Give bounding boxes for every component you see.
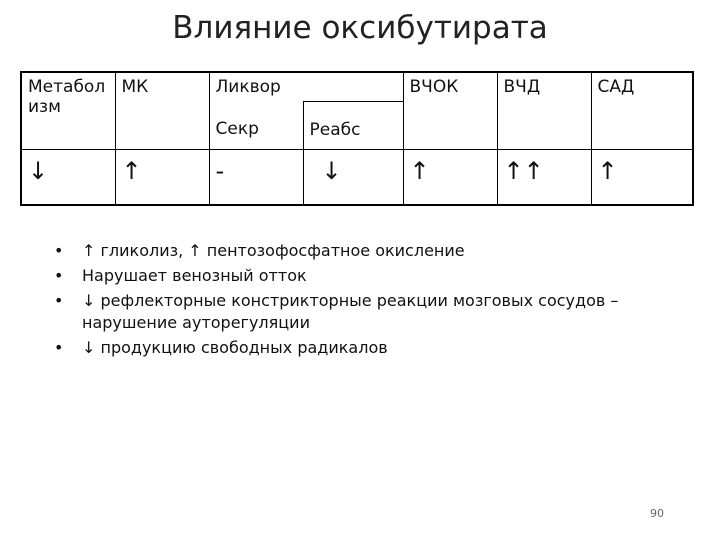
bullet-text: ↓ рефлекторные констрикторные реакции мозговых сосудов – нарушение ауторегуляции (82, 291, 619, 332)
header-secr: Секр (209, 102, 303, 150)
list-item (54, 265, 694, 287)
header-mk: МК (115, 72, 209, 150)
value-vchok: ↑ (403, 150, 497, 206)
header-liquor: Ликвор (209, 72, 403, 102)
bullet-marker: • (54, 338, 64, 357)
value-mk: ↑ (115, 150, 209, 206)
header-vchd: ВЧД (497, 72, 591, 150)
list-item (54, 337, 694, 359)
header-vchok: ВЧОК (403, 72, 497, 150)
bullet-text: Нарушает венозный отток (82, 266, 307, 285)
header-reabs: Реабс (303, 102, 403, 150)
page-number: 90 (650, 507, 664, 520)
value-sad: ↑ (591, 150, 693, 206)
bullet-marker: • (54, 241, 64, 260)
list-item (54, 290, 694, 334)
bullet-text: ↑ гликолиз, ↑ пентозофосфатное окисление (82, 241, 465, 260)
list-item (54, 240, 694, 262)
header-sad: САД (591, 72, 693, 150)
value-reabs: ↓ (303, 150, 403, 206)
hydroxybutyrate-effects-table (20, 71, 694, 206)
value-metabolism: ↓ (21, 150, 115, 206)
bullet-text: ↓ продукцию свободных радикалов (82, 338, 388, 357)
bullet-marker: • (54, 291, 64, 310)
bullet-marker: • (54, 266, 64, 285)
slide-title: Влияние оксибутирата (172, 10, 548, 46)
header-metabolism: Метабол изм (21, 72, 115, 150)
effects-bullet-list (54, 240, 694, 362)
value-secr: - (209, 150, 303, 206)
value-vchd: ↑↑ (497, 150, 591, 206)
